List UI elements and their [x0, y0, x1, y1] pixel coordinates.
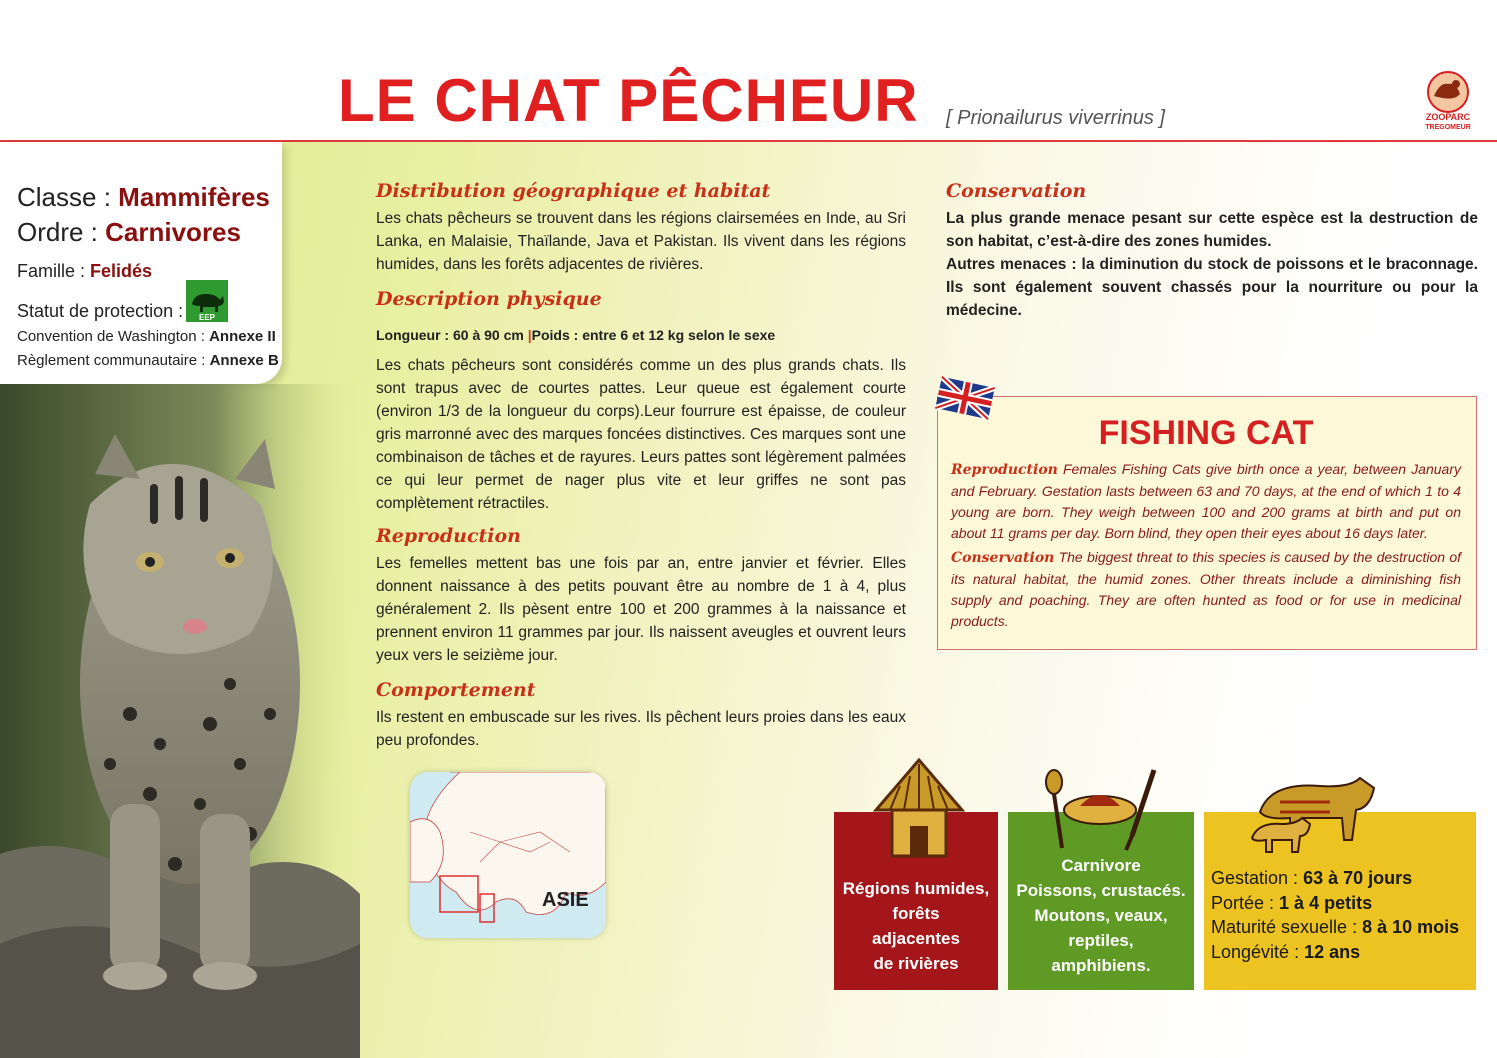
svg-text:ZOOPARC: ZOOPARC [1425, 112, 1471, 122]
conservation-text-1: La plus grande menace pesant sur cette espèce est la destruction de son habitat, c’est-à-dire des zones humides. [946, 210, 1478, 250]
maturite-label: Maturité sexuelle : [1211, 917, 1363, 937]
size-value: Longueur : 60 à 90 cm [376, 327, 524, 343]
conservation-heading: Conservation [946, 180, 1087, 202]
portee-label: Portée : [1211, 892, 1280, 913]
size-separator: | [527, 327, 532, 343]
description-heading: Description physique [376, 288, 602, 310]
english-reproduction-text: Females Fishing Cats give birth once a year, between January and February. Gestation lasts between 63 and 70 days, at the end of which 1 to 4 young are born. They weigh between 100 and 200 grams at birth and put on about 11 grams per day. Born blind, they open their eyes about 16 days later. [951, 461, 1461, 541]
habitat-line: Régions humides, [842, 879, 990, 898]
rhino-icon [186, 280, 228, 322]
hut-icon [870, 756, 968, 862]
conservation-text [946, 207, 1478, 322]
diet-line: Poissons, crustacés. [1016, 881, 1186, 900]
eep-label: EEP [198, 313, 216, 322]
conservation-text-2: Autres menaces : la diminution du stock de poissons et le braconnage. Ils sont également souvent chassés pour la nourriture ou pour la médecine. [946, 256, 1478, 319]
asia-map-icon [410, 772, 606, 938]
diet-line: Moutons, veaux, [1034, 906, 1168, 925]
longevite-value: 12 ans [1304, 941, 1361, 962]
ordre-value: Carnivores [105, 217, 241, 247]
habitat-line: adjacentes [872, 929, 960, 948]
washington-value: Annexe II [209, 328, 276, 345]
fork-knife-plate-icon [1036, 766, 1162, 852]
page-title: LE CHAT PÊCHEUR [338, 67, 919, 134]
ordre-label: Ordre : [17, 217, 106, 247]
reproduction-heading: Reproduction [376, 525, 521, 547]
english-title: FISHING CAT [1098, 414, 1314, 452]
gestation-line [1211, 866, 1476, 891]
distribution-text: Les chats pêcheurs se trouvent dans les régions clairsemées en Inde, au Sri Lanka, en Malaisie, Thaïlande, Java et Pakistan. Ils vivent dans les régions humides, dans les forêts adjacentes de rivières. [376, 210, 906, 273]
maturite-line [1211, 915, 1476, 940]
portee-line [1211, 891, 1476, 916]
classe-label: Classe : [17, 182, 119, 212]
eep-badge [186, 280, 228, 322]
portee-value: 1 à 4 petits [1279, 892, 1373, 913]
range-map [410, 772, 606, 938]
svg-text:TREGOMEUR: TREGOMEUR [1425, 124, 1471, 131]
description-text: Les chats pêcheurs sont considérés comme un des plus grands chats. Ils sont trapus avec de courtes pattes. Leur queue est également courte (environ 1/3 de la longueur du corps).Leur fourrure est épaisse, de couleur gris marronné avec des marques foncées distinctives. Ces marques sont une combinaison de tâches et de rayures. Leurs pattes sont légèrement palmées ce qui leur permet de nager plus vite et leur griffes ne sont pas complètement rétractiles. [376, 357, 906, 512]
diet-line: amphibiens. [1051, 956, 1151, 975]
reproduction-text: Les femelles mettent bas une fois par an, entre janvier et février. Elles donnent naissance à des petits pouvant être au nombre de 1 à 4, plus généralement 2. Ils pèsent entre 100 et 200 grammes à la naissance et prennent environ 11 grammes par jour. Ils naissent aveugles et ouvrent leurs yeux vers le seizième jour. [376, 555, 906, 664]
longevite-label: Longévité : [1211, 941, 1305, 962]
habitat-line: de rivières [873, 954, 959, 973]
map-label: ASIE [542, 889, 589, 911]
famille-line [17, 261, 152, 282]
diet-line: reptiles, [1068, 931, 1134, 950]
distribution-heading: Distribution géographique et habitat [376, 180, 771, 202]
animal-family-icon [1250, 772, 1380, 858]
gestation-label: Gestation : [1211, 868, 1304, 888]
diet-line: Carnivore [1061, 856, 1141, 875]
gestation-value: 63 à 70 jours [1303, 868, 1413, 888]
longevite-line [1211, 940, 1476, 965]
english-reproduction-label: Reproduction [951, 462, 1058, 478]
statut-label: Statut de protection : [17, 301, 184, 321]
zooparc-logo [1412, 66, 1484, 132]
english-reproduction [951, 459, 1461, 544]
reglement-line [17, 352, 279, 369]
weight-value: Poids : entre 6 et 12 kg selon le sexe [531, 327, 776, 343]
habitat-line: forêts [892, 904, 940, 923]
washington-label: Convention de Washington : [17, 328, 210, 345]
famille-value: Felidés [90, 261, 153, 281]
comportement-heading: Comportement [376, 679, 536, 701]
latin-name: [ Prionailurus viverrinus ] [946, 107, 1165, 129]
size-line [376, 324, 906, 347]
maturite-value: 8 à 10 mois [1362, 917, 1460, 937]
comportement-text: Ils restent en embuscade sur les rives. Ils pêchent leurs proies dans les eaux peu profondes. [376, 709, 906, 749]
reglement-value: Annexe B [209, 352, 279, 369]
reglement-label: Règlement communautaire : [17, 352, 210, 369]
english-conservation-text: The biggest threat to this species is caused by the destruction of its natural habitat, the humid zones. Other threats include a diminishing fish supply and poaching. They are often hunted as food or for use in medicinal products. [951, 549, 1461, 629]
famille-label: Famille : [17, 261, 91, 281]
classe-value: Mammifères [118, 182, 270, 212]
english-conservation-label: Conservation [951, 550, 1055, 566]
fishing-cat-photo [0, 384, 360, 1058]
washington-line [17, 328, 276, 345]
english-conservation [951, 547, 1461, 632]
classe-line [17, 182, 270, 213]
ordre-line [17, 217, 241, 248]
